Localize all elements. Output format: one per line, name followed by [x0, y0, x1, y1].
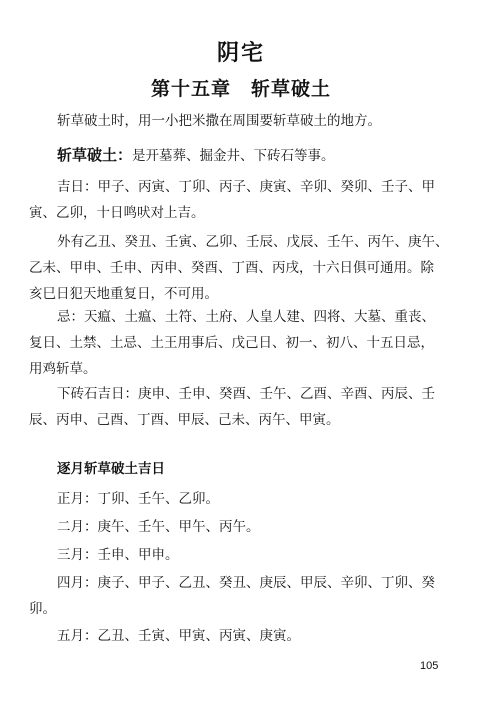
- chapter-heading: 第十五章 斩草破土: [150, 78, 331, 100]
- page-number: 105: [420, 660, 439, 672]
- page-title: 阴宅: [216, 41, 265, 66]
- avoid-line-2: 复日、土禁、土忌、土王用事后、戊己日、初一、初八、十五日忌，: [29, 335, 434, 351]
- month-3-line: 三月：壬申、甲申。: [57, 547, 179, 563]
- month-5-line: 五月：乙丑、壬寅、甲寅、丙寅、庚寅。: [57, 628, 300, 644]
- monthly-section-heading: 逐月斩草破土吉日: [57, 461, 165, 477]
- definition-text: 是开墓葬、掘金井、下砖石等事。: [132, 148, 335, 164]
- month-4-line-1: 四月：庚子、甲子、乙丑、癸丑、庚辰、甲辰、辛卯、丁卯、癸: [57, 575, 435, 591]
- avoid-line-3: 用鸡斩草。: [29, 361, 97, 377]
- additional-line-2: 乙未、甲申、壬申、丙申、癸酉、丁酉、丙戌，十六日俱可通用。除: [29, 260, 434, 276]
- auspicious-line-2: 寅、乙卯，十日鸣吠对上吉。: [29, 205, 205, 221]
- additional-days-paragraph: [29, 229, 449, 307]
- auspicious-days-paragraph: [29, 174, 442, 226]
- definition-paragraph: [57, 142, 457, 169]
- avoid-line-1: 忌：天瘟、土瘟、土符、土府、人皇人建、四将、大墓、重丧、: [57, 309, 435, 325]
- month-2-line: 二月：庚午、壬午、甲午、丙午。: [57, 519, 260, 535]
- definition-label: 斩草破土：: [57, 146, 133, 164]
- additional-line-3: 亥巳日犯天地重复日，不可用。: [29, 286, 218, 302]
- month-4-line-2: 卯。: [29, 601, 56, 617]
- avoid-days-paragraph: [29, 304, 442, 382]
- stone-line-2: 辰、丙申、己酉、丁酉、甲辰、己未、丙午、甲寅。: [29, 412, 340, 428]
- additional-line-1: 外有乙丑、癸丑、壬寅、乙卯、壬辰、戊辰、壬午、丙午、庚午、: [57, 234, 449, 250]
- stone-line-1: 下砖石吉日：庚申、壬申、癸酉、壬午、乙酉、辛酉、丙辰、壬: [57, 386, 435, 402]
- stone-days-paragraph: [29, 381, 442, 433]
- intro-paragraph: 斩草破土时，用一小把米撒在周围要斩草破土的地方。: [57, 113, 381, 129]
- month-1-line: 正月：丁卯、壬午、乙卯。: [57, 491, 219, 507]
- auspicious-line-1: 吉日：甲子、丙寅、丁卯、丙子、庚寅、辛卯、癸卯、壬子、甲: [57, 179, 435, 195]
